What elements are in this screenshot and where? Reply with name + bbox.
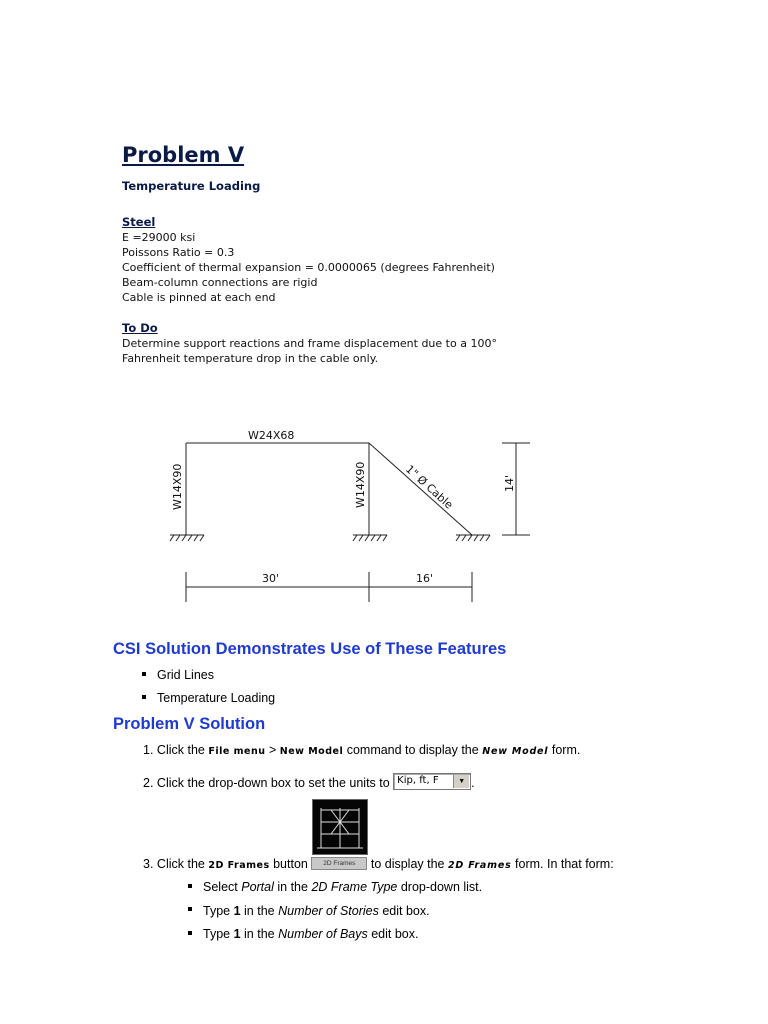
substep-field: 2D Frame Type [311, 880, 398, 894]
new-model-form-name: New Model [482, 746, 549, 757]
step-number: 2. [143, 775, 154, 790]
substep-text: in the [244, 927, 275, 941]
new-model-command: New Model [279, 746, 344, 757]
list-item [188, 879, 482, 903]
step-3 [143, 857, 614, 871]
units-value: Kip, ft, F [397, 775, 439, 786]
units-dropdown[interactable] [393, 773, 471, 790]
bullet-icon [188, 931, 192, 935]
steel-heading: Steel [122, 215, 156, 229]
substep-value: 1 [233, 927, 241, 941]
list-item [142, 667, 275, 690]
step-text: . [471, 775, 475, 790]
right-support [353, 535, 387, 541]
step-text: form. In that form: [515, 857, 614, 871]
step-text: to display the [370, 857, 445, 871]
step-text: command to display the [346, 743, 479, 757]
substep-text: edit box. [371, 927, 419, 941]
substep-text: Type [203, 903, 231, 918]
todo-line: Determine support reactions and frame displacement due to a 100° [122, 337, 497, 350]
substep-text: drop-down list. [400, 880, 483, 894]
steel-line: E =29000 ksi [122, 231, 196, 244]
beam-label: W24X68 [248, 429, 295, 442]
problem-subtitle: Temperature Loading [122, 179, 261, 193]
steel-properties [122, 230, 495, 305]
substep-field: Number of Stories [278, 903, 379, 918]
step-1 [143, 743, 580, 757]
feature-label: Temperature Loading [157, 691, 276, 705]
2d-frames-form-name: 2D Frames [448, 860, 512, 871]
step-number: 1. [143, 743, 154, 757]
list-item [142, 690, 275, 713]
left-column-label: W14X90 [171, 463, 184, 510]
features-heading: CSI Solution Demonstrates Use of These Features [113, 640, 507, 658]
todo-text [122, 336, 497, 366]
substep-text: edit box. [382, 903, 430, 918]
bullet-icon [142, 672, 146, 676]
problem-title: Problem V [122, 143, 245, 167]
list-item [188, 903, 482, 927]
steel-line: Beam-column connections are rigid [122, 276, 318, 289]
dropdown-arrow-icon[interactable]: ▼ [453, 775, 469, 788]
menu-separator: > [268, 743, 277, 757]
substep-text: Type [203, 927, 231, 941]
step-text: Click the drop-down box to set the units to [156, 775, 390, 790]
step-2 [143, 775, 475, 792]
steel-line: Coefficient of thermal expansion = 0.0000065 (degrees Fahrenheit) [122, 261, 495, 274]
2d-frames-button-icon[interactable] [312, 799, 368, 855]
feature-label: Grid Lines [157, 668, 214, 682]
span2-dim-label: 16' [416, 572, 434, 585]
right-column-label: W14X90 [354, 461, 367, 508]
steel-line: Poissons Ratio = 0.3 [122, 246, 235, 259]
cable-line [369, 443, 472, 535]
substep-value: Portal [241, 880, 274, 894]
frame-diagram [0, 420, 768, 610]
step-3-substeps [188, 879, 482, 950]
substep-text: in the [244, 903, 275, 918]
portal-frame-icon [313, 800, 367, 854]
solution-heading: Problem V Solution [113, 715, 266, 733]
step-text: Click the [156, 743, 205, 757]
bullet-icon [188, 907, 192, 911]
step-text: button [273, 857, 308, 871]
bullet-icon [188, 884, 192, 888]
substep-text: in the [277, 880, 308, 894]
features-list [142, 667, 275, 713]
substep-text: Select [203, 880, 238, 894]
cable-support [456, 535, 490, 541]
substep-field: Number of Bays [278, 927, 368, 941]
bullet-icon [142, 695, 146, 699]
todo-heading: To Do [122, 321, 158, 335]
cable-label: 1" Ø Cable [402, 462, 456, 512]
step-text: form. [551, 743, 581, 757]
list-item [188, 926, 482, 950]
step-text: Click the [156, 857, 205, 871]
2d-frames-button[interactable]: 2D Frames [311, 857, 367, 870]
left-support [170, 535, 204, 541]
steel-line: Cable is pinned at each end [122, 291, 276, 304]
span1-dim-label: 30' [262, 572, 280, 585]
todo-line: Fahrenheit temperature drop in the cable only. [122, 352, 379, 365]
2d-frames-command: 2D Frames [208, 860, 270, 871]
step-number: 3. [143, 857, 154, 871]
height-dim-label: 14' [503, 474, 516, 492]
substep-value: 1 [233, 903, 241, 918]
file-menu-command: File menu [208, 746, 266, 757]
